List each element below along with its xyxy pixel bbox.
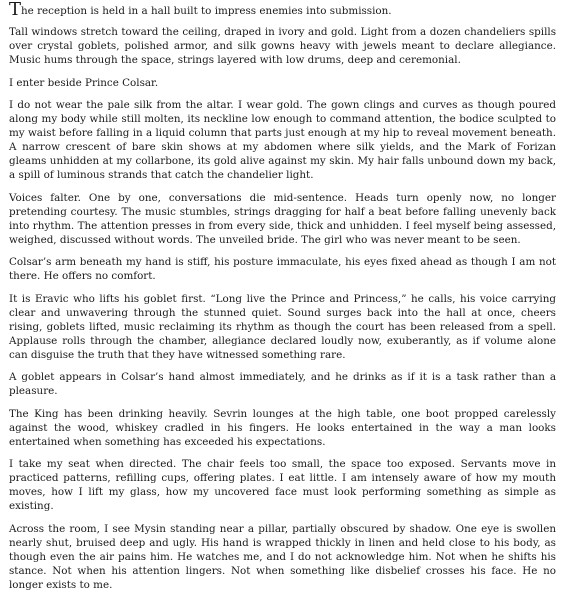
- paragraph-4: I do not wear the pale silk from the altar. I wear gold. The gown clings and curves as though poured along my body while still molten, its neckline low enough to command attention, the bodice sculpted to my waist before falling in a liquid column that parts just enough at my hip to reveal movement beneath. A narrow crescent of bare skin shows at my abdomen where silk yields, and the Mark of Forizan gleams unhidden at my collarbone, its gold alive against my skin. My hair falls unbound down my back, a spill of luminous strands that catch the chandelier light.: [9, 98, 556, 182]
- paragraph-9: The King has been drinking heavily. Sevrin lounges at the high table, one boot propped carelessly against the wood, whiskey cradled in his fingers. He looks entertained in the way a man looks entertained when something has exceeded his expectations.: [9, 407, 556, 448]
- paragraph-2: Tall windows stretch toward the ceiling, draped in ivory and gold. Light from a dozen chandeliers spills over crystal goblets, polished armor, and silk gowns heavy with jewels meant to declare allegiance. Music hums through the space, strings layered with low drums, deep and ceremonial.: [9, 26, 556, 67]
- paragraph-6: Colsar’s arm beneath my hand is stiff, his posture immaculate, his eyes fixed ahead as though I am not there. He offers no comfort.: [9, 256, 556, 283]
- paragraph-8: A goblet appears in Colsar’s hand almost immediately, and he drinks as if it is a task rather than a pleasure.: [9, 371, 556, 398]
- paragraph-7: It is Eravic who lifts his goblet first. “Long live the Prince and Princess,” he calls, his voice carrying clear and unwavering through the stunned quiet. Sound surges back into the hall at once, cheers rising, goblets lifted, music reclaiming its rhythm as though the court has been released from a spell. Applause rolls through the chamber, allegiance declared loudly now, exuberantly, as if volume alone can disguise the truth that they have witnessed something rare.: [9, 292, 556, 361]
- drop-cap: T: [9, 0, 22, 20]
- paragraph-1-text: he reception is held in a hall built to impress enemies into submission.: [21, 5, 392, 17]
- document-page: [9, 0, 556, 600]
- paragraph-1: [9, 0, 556, 20]
- paragraph-3: I enter beside Prince Colsar.: [9, 76, 159, 89]
- paragraph-10: I take my seat when directed. The chair feels too small, the space too exposed. Servants move in practiced patterns, refilling cups, offering plates. I eat little. I am intensely aware of how my mouth moves, how I lift my glass, how my uncovered face must look performing something as simple as existing.: [9, 458, 556, 513]
- paragraph-5: Voices falter. One by one, conversations die mid-sentence. Heads turn openly now, no longer pretending courtesy. The music stumbles, strings dragging for half a beat before falling unevenly back into rhythm. The attention presses in from every side, thick and unhidden. I feel myself being assessed, weighed, discussed without words. The unveiled bride. The girl who was never meant to be seen.: [9, 191, 556, 246]
- paragraph-11: Across the room, I see Mysin standing near a pillar, partially obscured by shadow. One eye is swollen nearly shut, bruised deep and ugly. His hand is wrapped thickly in linen and held close to his body, as though even the air pains him. He watches me, and I do not acknowledge him. Not when he shifts his stance. Not when his attention lingers. Not when something like disbelief crosses his face. He no longer exists to me.: [9, 522, 556, 591]
